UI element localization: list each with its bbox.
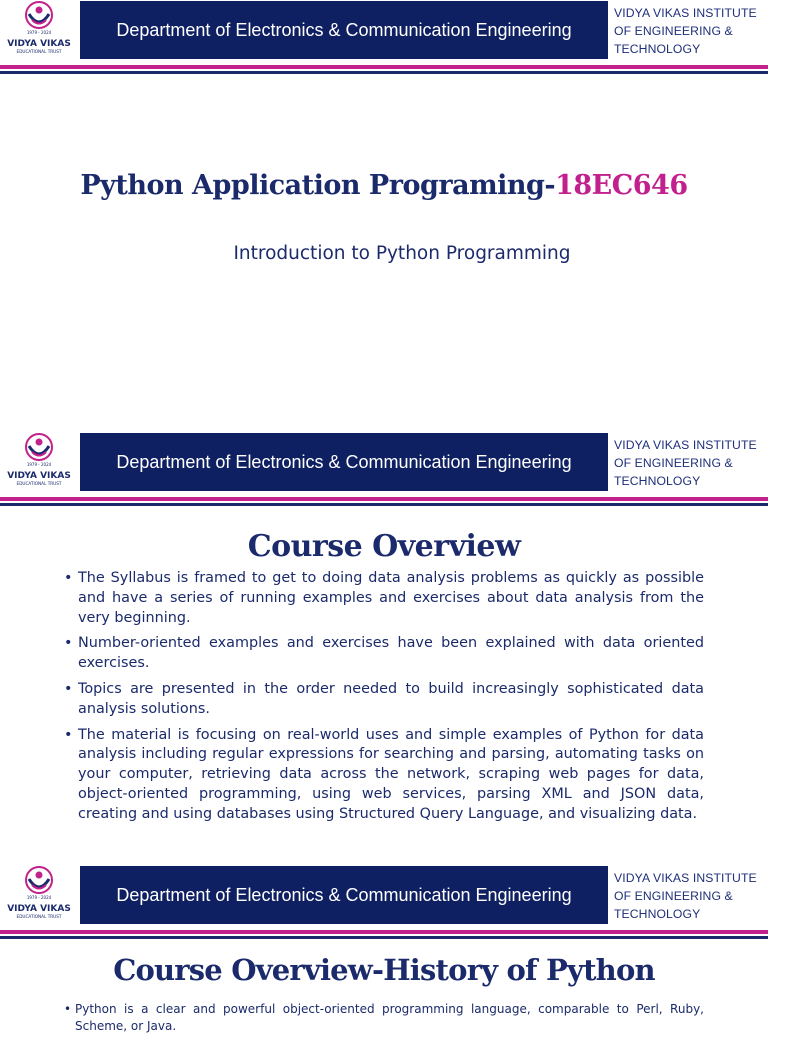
header-stripes bbox=[0, 65, 768, 74]
bullet-list bbox=[64, 569, 704, 831]
svg-text:EDUCATIONAL TRUST: EDUCATIONAL TRUST bbox=[16, 49, 62, 54]
section-title: Course Overview bbox=[247, 529, 521, 564]
slide-header bbox=[0, 865, 768, 943]
list-item: • Topics are presented in the order needed to build increasingly sophisticated data analysis solutions. bbox=[64, 680, 704, 720]
vidya-vikas-logo bbox=[2, 0, 76, 62]
course-subtitle: Introduction to Python Programming bbox=[233, 243, 571, 264]
section-title: Course Overview-History of Python bbox=[113, 953, 655, 987]
svg-text:1979 - 2024: 1979 - 2024 bbox=[26, 30, 52, 35]
header-stripes bbox=[0, 497, 768, 506]
department-banner: Department of Electronics & Communication Engineering bbox=[80, 1, 608, 59]
slide-course-overview bbox=[0, 432, 768, 865]
slide-history-of-python bbox=[0, 865, 768, 1033]
institute-name: VIDYA VIKAS INSTITUTE OF ENGINEERING & TECHNOLOGY bbox=[614, 438, 757, 488]
svg-text:VIDYA VIKAS: VIDYA VIKAS bbox=[7, 471, 71, 481]
list-item: • The material is focusing on real-world uses and simple examples of Python for data analysis including regular expressions for searching and parsing, automating tasks on your computer, retrieving data across the network, scraping web pages for data, object-oriented programming, using web services, parsing XML and JSON data, creating and using databases using Structured Query Language, and visualizing data. bbox=[64, 726, 704, 825]
svg-text:1979 - 2024: 1979 - 2024 bbox=[26, 462, 52, 467]
department-banner: Department of Electronics & Communication Engineering bbox=[80, 866, 608, 924]
list-item: • The Syllabus is framed to get to doing data analysis problems as quickly as possible and have a series of running examples and exercises about data analysis from the very beginning. bbox=[64, 569, 704, 628]
vidya-vikas-logo bbox=[2, 432, 76, 494]
list-item: • Number-oriented examples and exercises have been explained with data oriented exercises. bbox=[64, 634, 704, 674]
bullet-list bbox=[64, 1001, 704, 1041]
svg-text:EDUCATIONAL TRUST: EDUCATIONAL TRUST bbox=[16, 914, 62, 919]
institute-name: VIDYA VIKAS INSTITUTE OF ENGINEERING & TECHNOLOGY bbox=[614, 871, 757, 921]
slide-header bbox=[0, 432, 768, 510]
svg-text:1979 - 2024: 1979 - 2024 bbox=[26, 895, 52, 900]
institute-name: VIDYA VIKAS INSTITUTE OF ENGINEERING & TECHNOLOGY bbox=[614, 6, 757, 56]
svg-text:VIDYA VIKAS: VIDYA VIKAS bbox=[7, 904, 71, 914]
svg-text:VIDYA VIKAS: VIDYA VIKAS bbox=[7, 39, 71, 49]
svg-text:EDUCATIONAL TRUST: EDUCATIONAL TRUST bbox=[16, 481, 62, 486]
slide-title bbox=[0, 0, 768, 432]
header-stripes bbox=[0, 930, 768, 939]
list-item: • Python is a clear and powerful object-oriented programming language, comparable to Perl, Ruby, Scheme, or Java. bbox=[64, 1001, 704, 1035]
vidya-vikas-logo bbox=[2, 865, 76, 927]
course-code: 18EC646 bbox=[555, 170, 688, 201]
department-banner: Department of Electronics & Communication Engineering bbox=[80, 433, 608, 491]
course-title: Python Application Programing-18EC646 bbox=[80, 170, 688, 201]
slide-header bbox=[0, 0, 768, 78]
